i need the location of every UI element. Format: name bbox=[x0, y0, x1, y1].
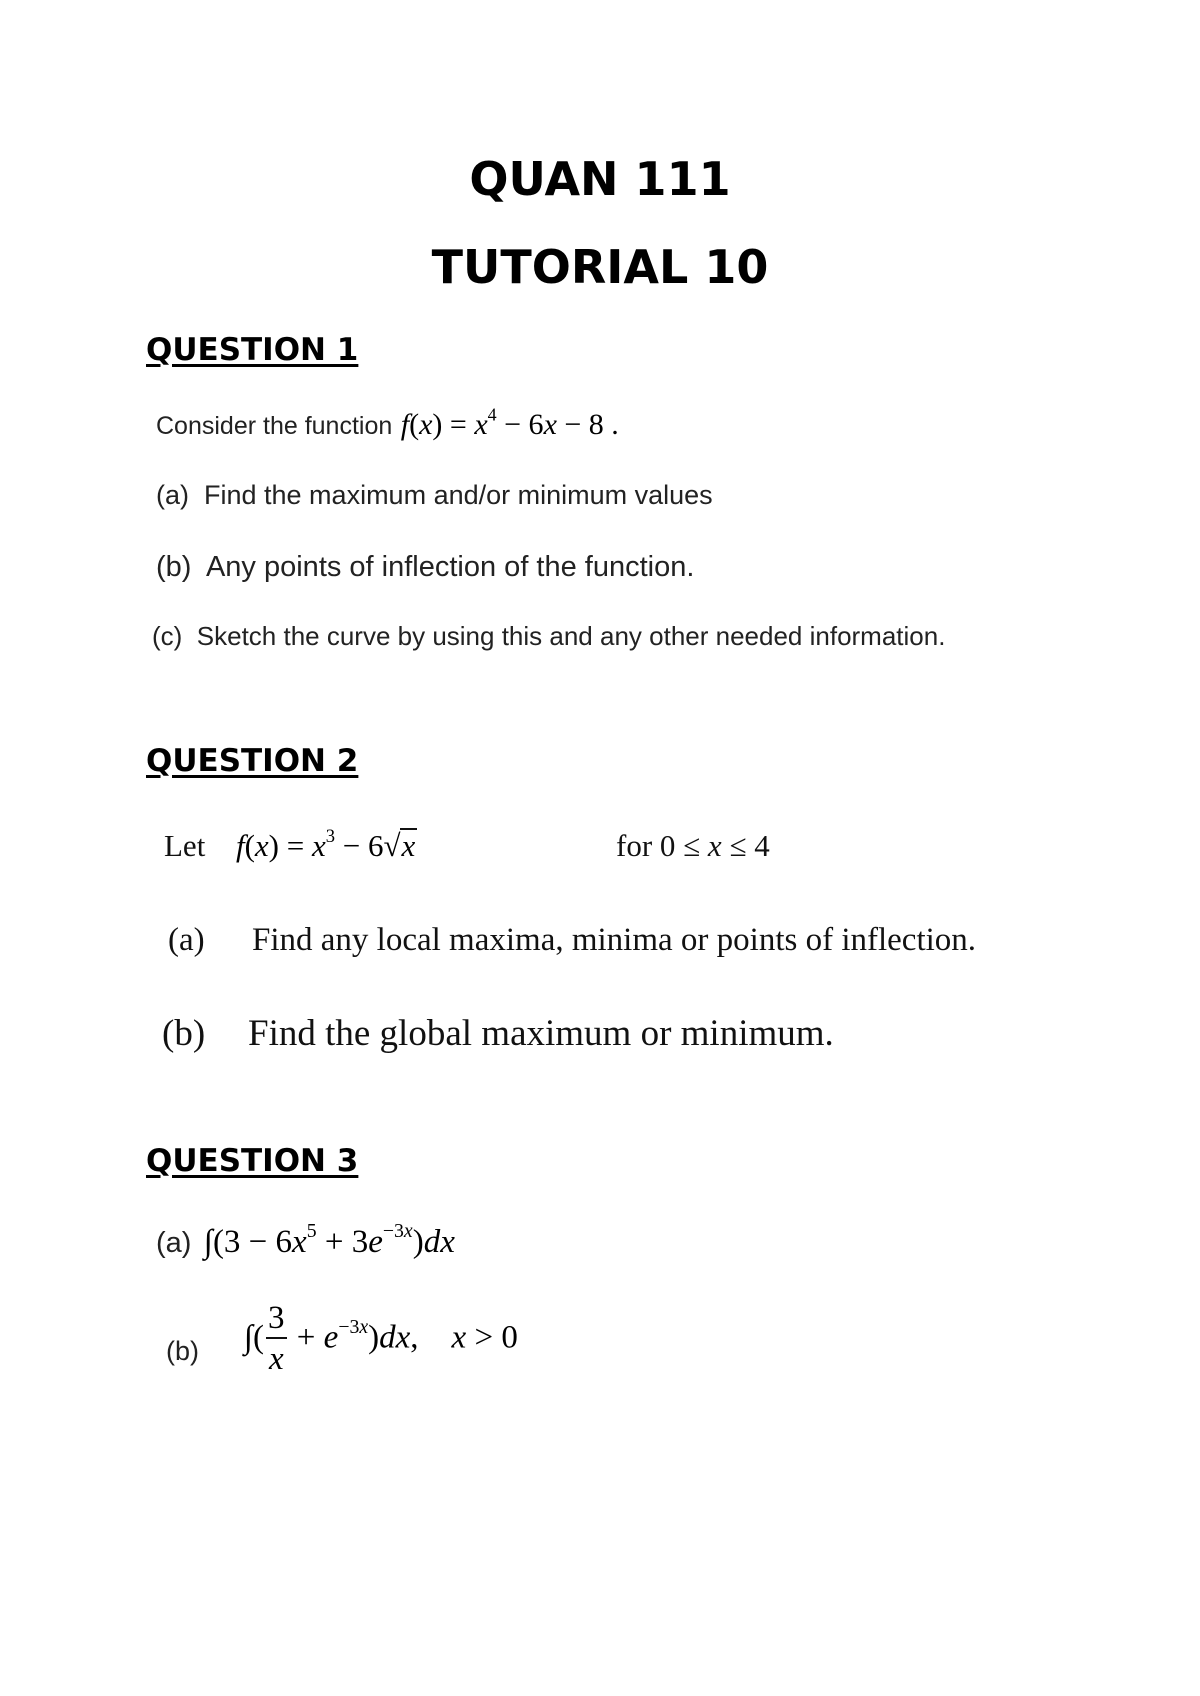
q3-part-a bbox=[156, 1222, 455, 1261]
q1-function-formula: $f(x) = x^4 - 6x - 8$ . bbox=[400, 404, 619, 441]
q1-part-b: (b) Any points of inflection of the function. bbox=[156, 551, 695, 583]
q1-intro-text: Consider the function bbox=[156, 412, 393, 440]
q3-part-b-integral: ∫( $\frac{3}{x}$ + $e^{-3x})dx$, x > 0 bbox=[244, 1300, 518, 1377]
q2-part-b-label: (b) bbox=[162, 1013, 206, 1054]
q2-function-formula: $f(x) = x^3 - 6√x$ bbox=[235, 826, 416, 863]
course-code: QUAN 111 bbox=[469, 152, 731, 206]
q2-part-b-text: Find the global maximum or minimum. bbox=[248, 1013, 834, 1054]
q1-part-c: (c) Sketch the curve by using this and any other needed information. bbox=[152, 621, 946, 651]
q3-part-a-label: (a) bbox=[156, 1227, 192, 1259]
q1-part-a: (a) Find the maximum and/or minimum values bbox=[156, 480, 713, 510]
q2-let-text: Let bbox=[164, 828, 206, 863]
question-3-heading: QUESTION 3 bbox=[146, 1143, 359, 1179]
q3-part-a-integral: $\int(3 - 6x^5 + 3e^{-3x})dx$ bbox=[203, 1220, 455, 1260]
q2-domain: for 0 ≤ x ≤ 4 bbox=[616, 828, 770, 863]
question-2-heading: QUESTION 2 bbox=[146, 743, 359, 779]
q2-part-a-label: (a) bbox=[168, 922, 205, 958]
tutorial-title: TUTORIAL 10 bbox=[431, 240, 769, 294]
q3-part-b-label: (b) bbox=[166, 1336, 199, 1366]
q1-intro-line bbox=[156, 404, 619, 442]
q2-function-line bbox=[164, 828, 417, 864]
question-1-heading: QUESTION 1 bbox=[146, 332, 359, 368]
fraction-3-over-x: $\frac{3}{x}$ bbox=[268, 1300, 285, 1377]
q2-part-a-text: Find any local maxima, minima or points of inflection. bbox=[252, 922, 977, 958]
